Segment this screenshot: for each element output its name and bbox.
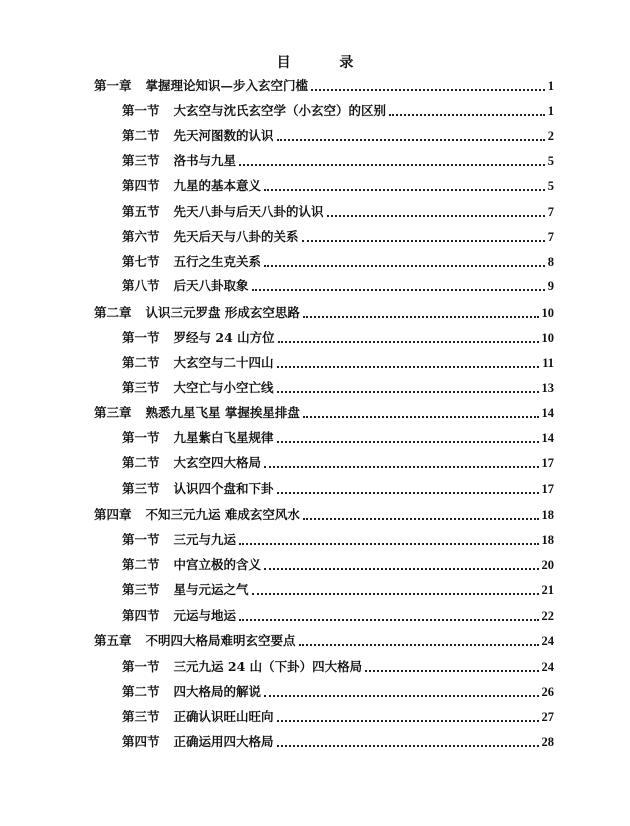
entry-number: 第二节: [122, 455, 160, 470]
toc-section-entry[interactable]: [122, 734, 554, 750]
dot-leader: [239, 543, 538, 545]
entry-page-number: 17: [541, 482, 554, 496]
entry-page-number: 8: [547, 255, 554, 269]
entry-number: 第三节: [122, 481, 160, 496]
entry-title: 罗经与 24 山方位: [173, 330, 275, 345]
entry-title: 三元与九运: [173, 532, 237, 547]
dot-leader: [252, 593, 539, 595]
entry-page-number: 1: [547, 79, 554, 93]
toc-section-entry[interactable]: [122, 684, 554, 700]
toc-section-entry[interactable]: [122, 709, 554, 725]
entry-page-number: 28: [541, 735, 554, 749]
toc-section-entry[interactable]: [122, 128, 554, 144]
toc-section-entry[interactable]: [122, 330, 554, 346]
entry-title: 认识三元罗盘 形成玄空思路: [145, 305, 300, 320]
entry-page-number: 14: [541, 406, 554, 420]
entry-page-number: 7: [547, 205, 554, 219]
entry-number: 第二节: [122, 355, 160, 370]
dot-leader: [264, 189, 545, 191]
entry-page-number: 24: [541, 660, 554, 674]
entry-number: 第四章: [94, 507, 132, 522]
entry-title: 不明四大格局难明玄空要点: [145, 633, 296, 648]
toc-section-entry[interactable]: [122, 103, 554, 119]
entry-number: 第四节: [122, 734, 160, 749]
dot-leader: [277, 366, 540, 368]
entry-number: 第四节: [122, 178, 160, 193]
dot-leader: [277, 745, 539, 747]
dot-leader: [264, 265, 545, 267]
entry-page-number: 18: [541, 508, 554, 522]
entry-number: 第七节: [122, 254, 160, 269]
entry-number: 第二节: [122, 684, 160, 699]
entry-number: 第三节: [122, 153, 160, 168]
entry-page-number: 5: [547, 179, 554, 193]
toc-chapter-entry[interactable]: [94, 405, 554, 421]
entry-page-number: 14: [541, 431, 554, 445]
entry-title: 大玄空四大格局: [173, 455, 262, 470]
toc-section-entry[interactable]: [122, 582, 554, 598]
dot-leader: [303, 518, 539, 520]
entry-page-number: 1: [547, 104, 554, 118]
dot-leader: [239, 619, 538, 621]
dot-leader: [277, 139, 545, 141]
entry-title: 正确运用四大格局: [173, 734, 274, 749]
entry-title: 大玄空与二十四山: [173, 355, 274, 370]
dot-leader: [299, 644, 539, 646]
entry-title: 元运与地运: [173, 608, 237, 623]
entry-number: 第五章: [94, 633, 132, 648]
toc-section-entry[interactable]: [122, 557, 554, 573]
entry-number: 第一章: [94, 78, 132, 93]
entry-number: 第二节: [122, 128, 160, 143]
dot-leader: [277, 441, 539, 443]
entry-number: 第三节: [122, 380, 160, 395]
toc-section-entry[interactable]: [122, 254, 554, 270]
entry-title: 大玄空与沈氏玄空学（小玄空）的区别: [173, 103, 387, 118]
toc-chapter-entry[interactable]: [94, 633, 554, 649]
toc-chapter-entry[interactable]: [94, 78, 554, 94]
entry-number: 第一节: [122, 330, 160, 345]
entry-title: 中宫立极的含义: [173, 557, 262, 572]
entry-title: 先天后天与八卦的关系: [173, 229, 299, 244]
entry-title: 认识四个盘和下卦: [173, 481, 274, 496]
entry-number: 第四节: [122, 608, 160, 623]
entry-number: 第二章: [94, 305, 132, 320]
entry-number: 第三章: [94, 405, 132, 420]
entry-page-number: 20: [541, 558, 554, 572]
entry-title: 五行之生克关系: [173, 254, 262, 269]
entry-page-number: 27: [541, 710, 554, 724]
dot-leader: [277, 720, 539, 722]
entry-page-number: 13: [541, 381, 554, 395]
toc-section-entry[interactable]: [122, 380, 554, 396]
entry-title: 大空亡与小空亡线: [173, 380, 274, 395]
entry-title: 星与元运之气: [173, 582, 249, 597]
entry-title: 洛书与九星: [173, 153, 237, 168]
toc-section-entry[interactable]: [122, 455, 554, 471]
entry-number: 第八节: [122, 278, 160, 293]
entry-title: 三元九运 24 山（下卦）四大格局: [173, 659, 363, 674]
toc-section-entry[interactable]: [122, 481, 554, 497]
dot-leader: [277, 391, 539, 393]
dot-leader: [264, 466, 538, 468]
dot-leader: [239, 164, 545, 166]
dot-leader: [277, 492, 539, 494]
entry-title: 不知三元九运 难成玄空风水: [145, 507, 300, 522]
entry-number: 第三节: [122, 709, 160, 724]
entry-page-number: 5: [547, 154, 554, 168]
entry-title: 九星紫白飞星规律: [173, 430, 274, 445]
toc-section-entry[interactable]: [122, 532, 554, 548]
entry-page-number: 26: [541, 685, 554, 699]
entry-number: 第二节: [122, 557, 160, 572]
dot-leader: [264, 568, 538, 570]
toc-section-entry[interactable]: [122, 608, 554, 624]
entry-number: 第一节: [122, 103, 160, 118]
entry-title: 熟悉九星飞星 掌握挨星排盘: [145, 405, 300, 420]
toc-section-entry[interactable]: [122, 278, 554, 294]
entry-page-number: 7: [547, 230, 554, 244]
dot-leader: [302, 240, 545, 242]
toc-section-entry[interactable]: [122, 659, 554, 675]
entry-number: 第一节: [122, 659, 160, 674]
entry-number: 第三节: [122, 582, 160, 597]
entry-page-number: 24: [541, 634, 554, 648]
entry-page-number: 10: [541, 331, 554, 345]
entry-page-number: 11: [542, 356, 554, 370]
entry-page-number: 18: [541, 533, 554, 547]
dot-leader: [278, 341, 539, 343]
toc-section-entry[interactable]: [122, 178, 554, 194]
toc-title: 目 录: [276, 55, 376, 71]
entry-page-number: 10: [541, 306, 554, 320]
entry-number: 第六节: [122, 229, 160, 244]
entry-page-number: 9: [547, 279, 554, 293]
dot-leader: [252, 289, 545, 291]
entry-title: 后天八卦取象: [173, 278, 249, 293]
dot-leader: [264, 695, 538, 697]
dot-leader: [303, 316, 539, 318]
entry-number: 第五节: [122, 204, 160, 219]
entry-number: 第一节: [122, 430, 160, 445]
toc-section-entry[interactable]: [122, 355, 554, 371]
toc-section-entry[interactable]: [122, 153, 554, 169]
entry-page-number: 17: [541, 456, 554, 470]
entry-page-number: 21: [541, 583, 554, 597]
toc-section-entry[interactable]: [122, 229, 554, 245]
toc-chapter-entry[interactable]: [94, 507, 554, 523]
entry-title: 先天河图数的认识: [173, 128, 274, 143]
dot-leader: [303, 416, 539, 418]
toc-chapter-entry[interactable]: [94, 305, 554, 321]
entry-number: 第一节: [122, 532, 160, 547]
entry-title: 四大格局的解说: [173, 684, 262, 699]
entry-title: 九星的基本意义: [173, 178, 262, 193]
entry-title: 掌握理论知识—步入玄空门槛: [145, 78, 309, 93]
entry-title: 正确认识旺山旺向: [173, 709, 274, 724]
toc-section-entry[interactable]: [122, 204, 554, 220]
entry-title: 先天八卦与后天八卦的认识: [173, 204, 324, 219]
dot-leader: [311, 89, 545, 91]
dot-leader: [389, 114, 545, 116]
entry-page-number: 2: [547, 129, 554, 143]
entry-page-number: 22: [541, 609, 554, 623]
dot-leader: [327, 215, 545, 217]
dot-leader: [365, 670, 538, 672]
toc-section-entry[interactable]: [122, 430, 554, 446]
